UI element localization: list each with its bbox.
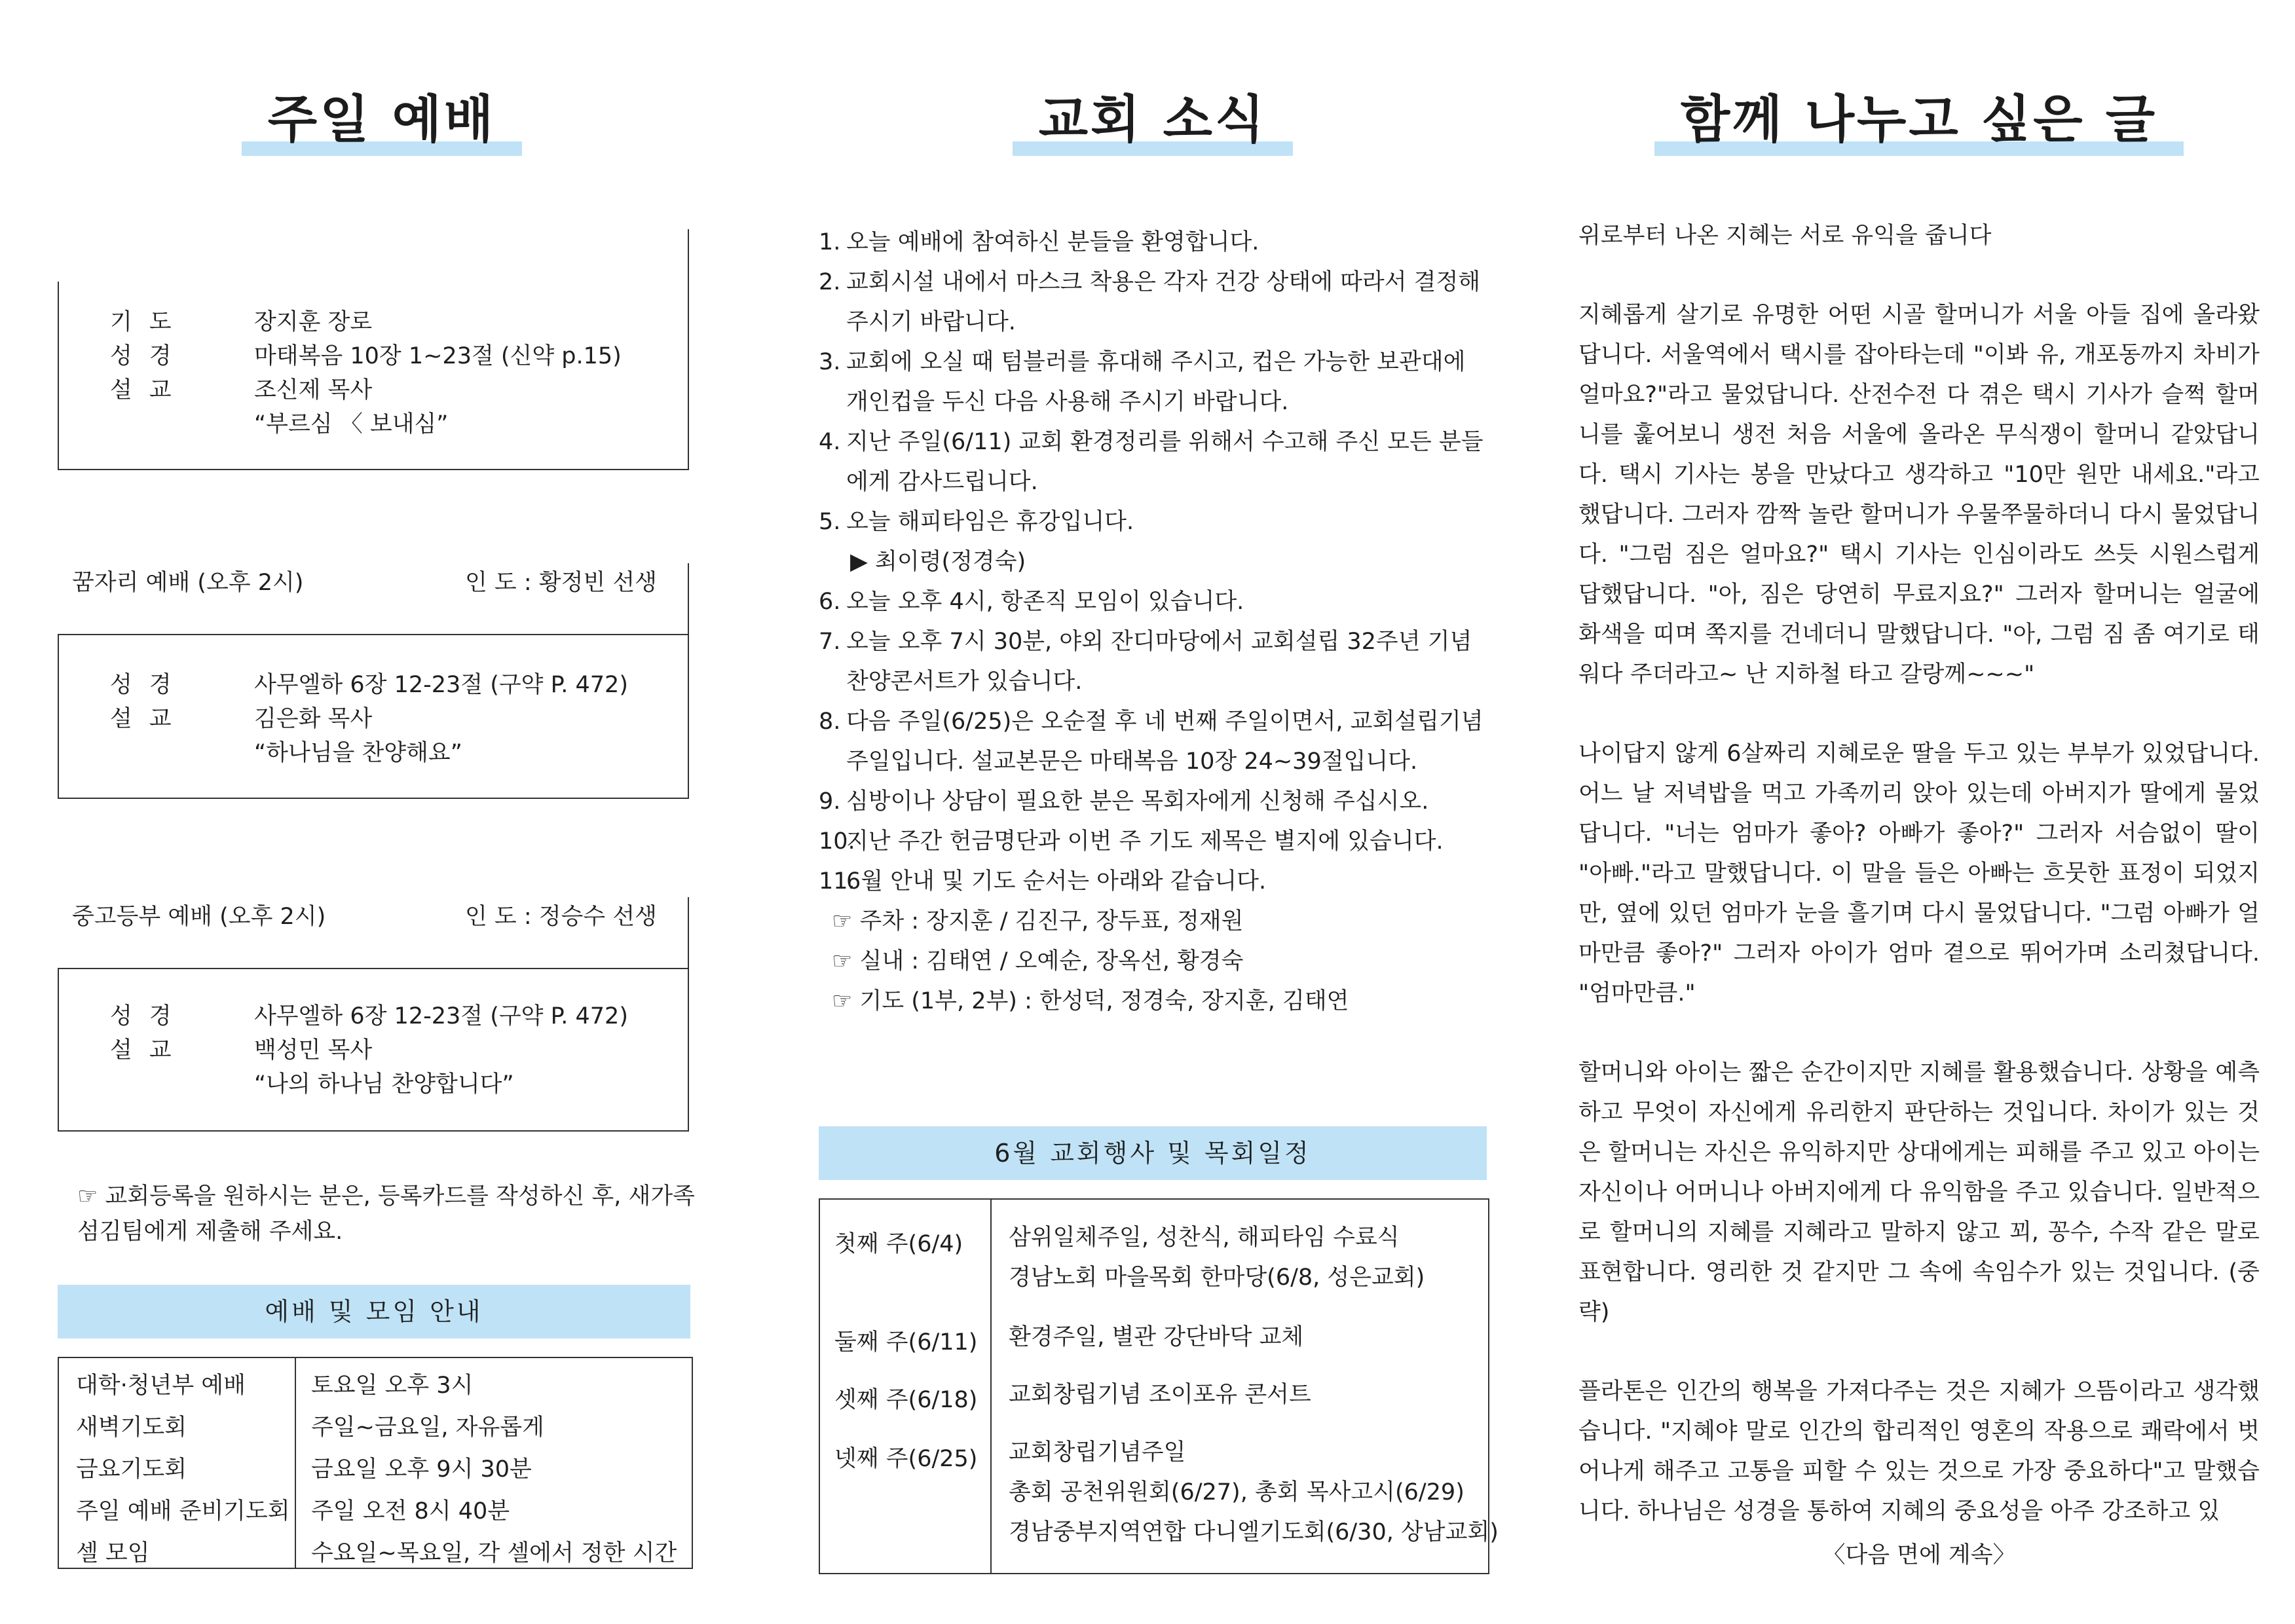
guide-name: 셀 모임: [76, 1540, 150, 1566]
guide-name: 주일 예배 준비기도회: [76, 1498, 290, 1524]
guide-time: 토요일 오후 3시: [311, 1373, 474, 1399]
service-heading-3: [72, 898, 688, 931]
row-value: 사무엘하 6장 12-23절 (구약 P. 472): [254, 672, 628, 698]
guide-title: 예배 및 모임 안내: [58, 1285, 690, 1338]
guide-time: 주일 오전 8시 40분: [311, 1498, 510, 1524]
row-value: 조신제 목사: [254, 377, 373, 403]
schedule-event: 경남노회 마을목회 한마당(6/8, 성은교회): [1009, 1264, 1425, 1291]
guide-time: 수요일~목요일, 각 셀에서 정한 시간: [311, 1540, 677, 1566]
row-value: “하나님을 찬양해요”: [254, 740, 462, 766]
service-3-right-ext: [688, 897, 689, 969]
news-text: 오늘 예배에 참여하신 분들을 환영합니다.: [846, 229, 1259, 255]
service-2-row-sermon: [110, 701, 373, 733]
schedule-event: 삼위일체주일, 성찬식, 해피타임 수료식: [1009, 1225, 1400, 1251]
service-3-row-sermon: [110, 1032, 373, 1065]
news-line: [819, 862, 1487, 902]
news-line: [819, 822, 1487, 862]
news-item: [819, 822, 1487, 862]
schedule-events: [1009, 1433, 1499, 1553]
news-line: 찬양콘서트가 있습니다.: [846, 669, 1083, 695]
row-label: 성경: [110, 672, 189, 698]
service-heading-2-text: 꿈자리 예배 (오후 2시): [72, 570, 304, 596]
service-box-3-left: [58, 968, 59, 1132]
service-box-2-top: [58, 634, 689, 635]
service-heading-3-text: 중고등부 예배 (오후 2시): [72, 904, 326, 930]
news-number: 4.: [819, 429, 841, 455]
news-text: 오늘 오후 7시 30분, 야외 잔디마당에서 교회설립 32주년 기념: [846, 629, 1472, 655]
news-number: 3.: [819, 349, 841, 375]
news-item: [819, 223, 1487, 263]
row-value: 백성민 목사: [254, 1037, 373, 1063]
news-number: 5.: [819, 509, 841, 535]
news-text: 지난 주간 헌금명단과 이번 주 기도 제목은 별지에 있습니다.: [846, 828, 1444, 855]
essay-paragraph: 플라톤은 인간의 행복을 가져다주는 것은 지혜가 으뜸이라고 생각했습니다. "지혜야 말로 인간의 합리적인 영혼의 작용으로 쾌락에서 벗어나게 해주고 고통을 피할 수 있는 것으로 가장 중요하다"고 말했습니다. 하나님은 성경을 통하여 지혜의 중요성을 아주 강조하고 있: [1578, 1378, 2260, 1524]
guide-name: 새벽기도회: [76, 1414, 187, 1441]
news-item: [819, 342, 1487, 422]
news-line: [819, 422, 1487, 462]
news-line: [819, 622, 1487, 662]
news-line: [819, 782, 1487, 822]
news-item: [819, 702, 1487, 782]
continued-note: 〈다음 면에 계속〉: [1822, 1542, 2016, 1568]
registration-note: ☞ 교회등록을 원하시는 분은, 등록카드를 작성하신 후, 새가족 섬김팀에게 제출해 주세요.: [77, 1183, 695, 1245]
news-line: 개인컵을 두신 다음 사용해 주시기 바랍니다.: [846, 389, 1289, 415]
schedule-event: 총회 공천위원회(6/27), 총회 목사고시(6/29): [1009, 1479, 1465, 1505]
news-line: [819, 702, 1487, 742]
news-text: 오늘 해피타임은 휴강입니다.: [846, 509, 1134, 535]
schedule-week: 둘째 주(6/11): [834, 1329, 978, 1356]
row-value: 사무엘하 6장 12-23절 (구약 P. 472): [254, 1003, 628, 1029]
news-line: 에게 감사드립니다.: [846, 469, 1038, 495]
service-leader-3: 인 도 : 정승수 선생: [465, 904, 657, 930]
essay-title: [1578, 79, 2260, 152]
news-item: [819, 862, 1487, 1022]
news-item: [819, 422, 1487, 502]
service-3-row-sermon-title: [110, 1066, 514, 1098]
schedule-event: 교회창립기념 조이포유 콘서트: [1009, 1382, 1311, 1408]
news-line: 주시기 바랍니다.: [846, 309, 1016, 335]
service-leader-2: 인 도 : 황정빈 선생: [465, 570, 657, 596]
row-value: 장지훈 장로: [254, 309, 373, 335]
essay-paragraph: 나이답지 않게 6살짜리 지혜로운 딸을 두고 있는 부부가 있었답니다. 어느 날 저녁밥을 먹고 가족끼리 앉아 있는데 아버지가 딸에게 물었답니다. "너는 엄마가 좋아? 아빠가 좋아?" 그러자 서슴없이 딸이 "아빠."라고 말했답니다. 이 말을 들은 아빠는 흐뭇한 표정이 되었지만, 옆에 있던 엄마가 눈을 흘기며 다시 물었답니다. "그럼 아빠가 얼마만큼 좋아?" 그러자 아이가 엄마 곁으로 뛰어가며 소리쳤답니다. "엄마만큼.": [1578, 741, 2260, 1006]
service-heading-2: [72, 564, 688, 597]
news-item: [819, 782, 1487, 822]
service-1-row-scripture: [110, 338, 622, 371]
schedule-table: [819, 1198, 1499, 1574]
news-line: [819, 263, 1487, 303]
news-line: ▶ 최이령(정경숙): [850, 549, 1026, 575]
service-2-right-ext: [688, 563, 689, 635]
schedule-event: 경남중부지역연합 다니엘기도회(6/30, 상남교회): [1009, 1519, 1499, 1545]
schedule-week: 넷째 주(6/25): [834, 1446, 978, 1472]
essay-title-text: 함께 나누고 싶은 글: [1654, 79, 2184, 152]
row-value: 마태복음 10장 1~23절 (신약 p.15): [254, 343, 622, 369]
news-item: [819, 263, 1487, 342]
news-text: 오늘 오후 4시, 항존직 모임이 있습니다.: [846, 589, 1244, 615]
news-text: 다음 주일(6/25)은 오순절 후 네 번째 주일이면서, 교회설립기념: [846, 709, 1483, 735]
service-box-1-left: [58, 282, 59, 470]
row-label: 성경: [110, 1003, 189, 1029]
news-text: 교회시설 내에서 마스크 착용은 각자 건강 상태에 따라서 결정해: [846, 269, 1481, 295]
news-number: 1.: [819, 229, 841, 255]
news-text: 심방이나 상담이 필요한 분은 목회자에게 신청해 주십시오.: [846, 788, 1429, 815]
news-number: 8.: [819, 709, 841, 735]
row-label: 설교: [110, 1037, 189, 1063]
news-line: ☞ 주차 : 장지훈 / 김진구, 장두표, 정재원: [832, 908, 1244, 934]
news-title-text: 교회 소식: [1013, 79, 1294, 152]
news-text: 교회에 오실 때 텀블러를 휴대해 주시고, 컵은 가능한 보관대에: [846, 349, 1466, 375]
essay-paragraph: 위로부터 나온 지혜는 서로 유익을 줍니다: [1578, 223, 1992, 249]
schedule-events: [1009, 1375, 1311, 1415]
news-number: 11.: [819, 868, 855, 895]
row-label: 기도: [110, 309, 189, 335]
service-2-row-sermon-title: [110, 735, 462, 766]
essay-paragraph: 지혜롭게 살기로 유명한 어떤 시골 할머니가 서울 아들 집에 올라왔답니다. 서울역에서 택시를 잡아타는데 "이봐 유, 개포동까지 차비가 얼마요?"라고 물었답니다. 산전수전 다 겪은 택시 기사가 슬쩍 할머니를 훑어보니 생전 처음 서울에 올라온 무식쟁이 할머니 같았답니다. 택시 기사는 봉을 만났다고 생각하고 "10만 원만 내세요."라고 했답니다. 그러자 깜짝 놀란 할머니가 우물쭈물하더니 다시 물었답니다. "그럼 짐은 얼마요?" 택시 기사는 인심이라도 쓰듯 시원스럽게 답했답니다. "아, 짐은 당연히 무료지요?" 그러자 할머니는 얼굴에 화색을 띠며 쪽지를 건네더니 말했답니다. "아, 그럼 짐 좀 여기로 태워다 주더라고~ 난 지하철 타고 갈랑께~~~": [1578, 302, 2260, 688]
news-number: 9.: [819, 788, 841, 815]
news-item: [819, 622, 1487, 702]
guide-name: 금요기도회: [76, 1456, 187, 1483]
news-item: [819, 502, 1487, 582]
guide-time: 금요일 오후 9시 30분: [311, 1456, 532, 1483]
news-text: 6월 안내 및 기도 순서는 아래와 같습니다.: [846, 868, 1267, 895]
schedule-events: [1009, 1218, 1425, 1298]
schedule-week: 셋째 주(6/18): [834, 1387, 978, 1413]
news-number: 7.: [819, 629, 841, 655]
schedule-events: [1009, 1318, 1303, 1357]
row-value: 김은화 목사: [254, 706, 373, 732]
guide-table-divider: [295, 1358, 296, 1568]
service-box-3-top: [58, 968, 689, 969]
row-label: 설교: [110, 706, 189, 732]
schedule-divider: [990, 1200, 992, 1573]
news-line: [819, 502, 1487, 542]
essay-paragraph: 할머니와 아이는 짧은 순간이지만 지혜를 활용했습니다. 상황을 예측하고 무엇이 자신에게 유리한지 판단하는 것입니다. 차이가 있는 것은 할머니는 자신은 유익하지만 상대에게는 피해를 주고 있고 아이는 자신이나 어머니나 아버지에게 다 유익함을 주고 있습니다. 일반적으로 할머니의 지혜를 지혜라고 말하지 않고 꾀, 꽁수, 수작 같은 말로 표현합니다. 영리한 것 같지만 그 속에 속임수가 있는 것입니다. (중략): [1578, 1060, 2260, 1325]
service-box-2-left: [58, 634, 59, 799]
schedule-week: 첫째 주(6/4): [834, 1231, 963, 1257]
service-1-row-sermon-title: [110, 406, 449, 437]
service-2-row-scripture: [110, 667, 628, 699]
news-line: [819, 582, 1487, 622]
news-number: 6.: [819, 589, 841, 615]
schedule-event: 교회창립기념주일: [1009, 1439, 1186, 1466]
worship-title-text: 주일 예배: [242, 79, 523, 152]
news-line: 주일입니다. 설교본문은 마태복음 10장 24~39절입니다.: [846, 748, 1418, 775]
news-text: 지난 주일(6/11) 교회 환경정리를 위해서 수고해 주신 모든 분들: [846, 429, 1483, 455]
row-label: 설교: [110, 377, 189, 403]
news-title: [819, 79, 1487, 152]
news-number: 2.: [819, 269, 841, 295]
news-line: ☞ 실내 : 김태연 / 오예순, 장옥선, 황경숙: [832, 948, 1244, 974]
guide-table: [58, 1357, 693, 1569]
row-value: “나의 하나님 찬양합니다”: [254, 1071, 514, 1098]
worship-title: [58, 79, 706, 152]
row-value: “부르심 〈 보내심”: [254, 411, 449, 437]
news-line: [819, 223, 1487, 263]
schedule-event: 환경주일, 별관 강단바닥 교체: [1009, 1324, 1304, 1350]
service-1-row-prayer: [110, 304, 373, 337]
guide-name: 대학·청년부 예배: [76, 1373, 246, 1399]
schedule-title: 6월 교회행사 및 목회일정: [819, 1126, 1487, 1180]
news-number: 10.: [819, 828, 855, 855]
news-line: [819, 342, 1487, 382]
news-line: ☞ 기도 (1부, 2부) : 한성덕, 정경숙, 장지훈, 김태연: [832, 988, 1349, 1014]
news-item: [819, 582, 1487, 622]
service-3-row-scripture: [110, 998, 628, 1031]
guide-time: 주일~금요일, 자유롭게: [311, 1414, 544, 1441]
row-label: 성경: [110, 343, 189, 369]
news-list: [819, 223, 1487, 1022]
service-1-row-sermon: [110, 372, 373, 405]
essay-body: [1578, 216, 2260, 1576]
